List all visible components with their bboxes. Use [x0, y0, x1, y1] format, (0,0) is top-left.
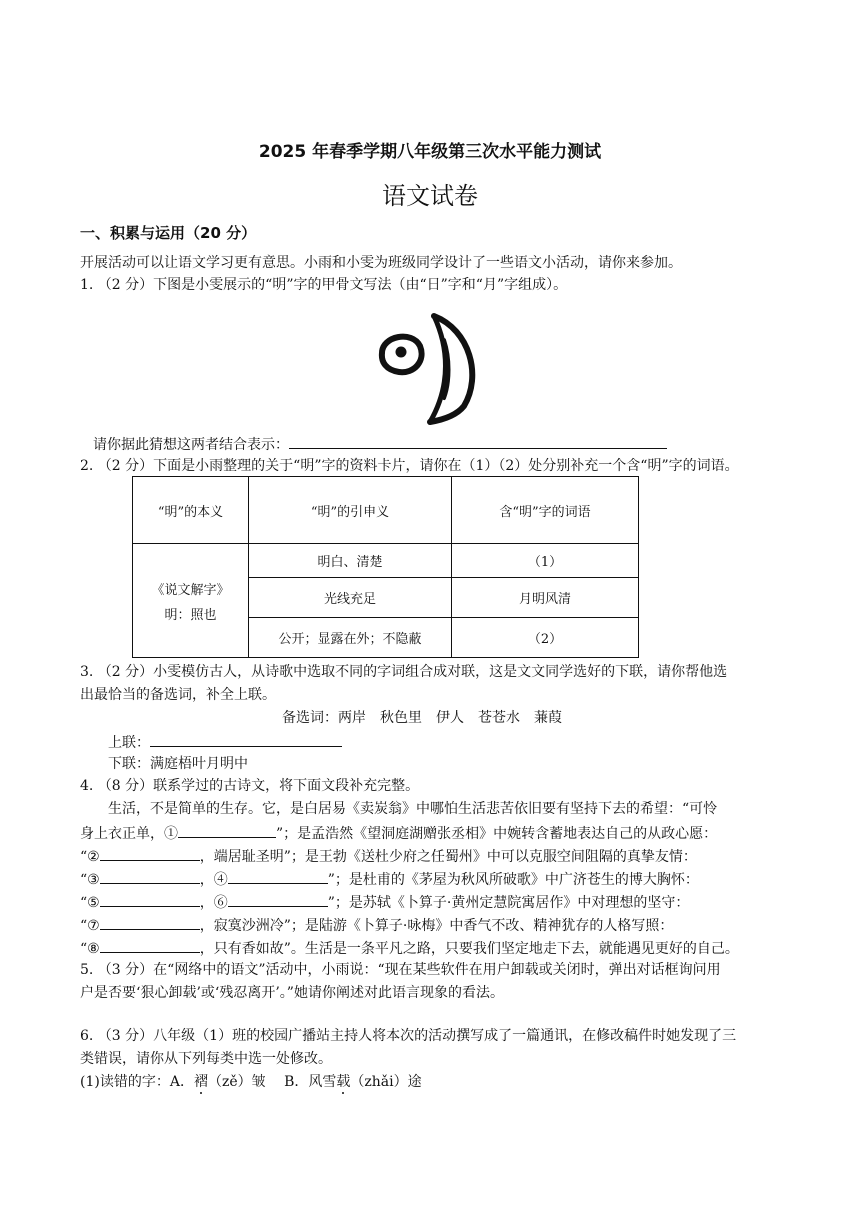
q6-sub1: [80, 1073, 422, 1091]
answer-slot-2[interactable]: （2）: [452, 618, 639, 658]
q4-passage-line6: [80, 915, 673, 935]
q1-prompt-label: 请你据此猜想这两者结合表示：: [93, 437, 289, 453]
q6-option-b-char: 载: [336, 1074, 351, 1090]
q1-answer-blank[interactable]: [289, 434, 667, 449]
q3-stem-line1: 3. （2 分）小雯模仿古人，从诗歌中选取不同的字词组合成对联，这是文文同学选好的下联，请你帮他选: [80, 664, 728, 680]
q4-text: ，⑥: [199, 895, 228, 911]
q2-stem: 2. （2 分）下面是小雨整理的关于“明”字的资料卡片，请你在（1）（2）处分别补充一个含“明”字的词语。: [80, 458, 739, 474]
q4-passage-line4: [80, 869, 699, 889]
q4-blank-8[interactable]: [100, 938, 200, 953]
q4-blank-4[interactable]: [228, 869, 328, 884]
oracle-bone-ming-glyph: [372, 306, 490, 426]
exam-subtitle: 语文试卷: [382, 182, 478, 210]
q4-blank-6[interactable]: [228, 892, 328, 907]
q4-text: “⑧: [80, 941, 100, 957]
q5-line1: 5. （3 分）在“网络中的语文”活动中，小雨说：“现在某些软件在用户卸载或关闭时，弹出对话框询问用: [80, 962, 721, 978]
q4-blank-7[interactable]: [100, 915, 200, 930]
q6-option-a-char: 褶: [193, 1074, 208, 1090]
exam-title: 2025 年春季学期八年级第三次水平能力测试: [258, 142, 602, 162]
q4-blank-1[interactable]: [178, 823, 276, 838]
q4-stem: 4. （8 分）联系学过的古诗文，将下面文段补充完整。: [80, 778, 420, 794]
header-extended-meaning: “明”的引申义: [249, 477, 452, 544]
section-heading: 一、积累与运用（20 分）: [80, 224, 257, 242]
header-words-with-ming: 含“明”字的词语: [452, 477, 639, 544]
q3-upper-couplet: [108, 732, 342, 752]
extended-meaning-3: 公开；显露在外；不隐蔽: [249, 618, 452, 658]
original-meaning-cell: [133, 544, 249, 658]
q4-text: ”；是苏轼《卜算子·黄州定慧院寓居作》中对理想的坚守：: [327, 895, 690, 911]
q4-text: ，端居耻圣明”；是王勃《送杜少府之任蜀州》中可以克服空间阻隔的真挚友情：: [199, 849, 697, 865]
q4-passage-line2: [80, 823, 717, 843]
q3-upper-blank[interactable]: [150, 732, 342, 747]
q1-stem: 1. （2 分）下图是小雯展示的“明”字的甲骨文写法（由“日”字和“月”字组成）。: [80, 277, 568, 293]
q4-blank-3[interactable]: [100, 869, 200, 884]
q4-passage-line3: [80, 846, 697, 866]
extended-meaning-1: 明白、清楚: [249, 544, 452, 578]
q4-passage-line7: [80, 938, 739, 958]
origin-definition: 明：照也: [164, 607, 217, 623]
q3-candidates: 备选词：两岸 秋色里 伊人 苍苍水 蒹葭: [282, 710, 562, 726]
q4-text: ”；是杜甫的《茅屋为秋风所破歌》中广济苍生的博大胸怀：: [327, 872, 699, 888]
q3-upper-label: 上联：: [108, 735, 150, 751]
answer-slot-1[interactable]: （1）: [452, 544, 639, 578]
q4-text: ”；是孟浩然《望洞庭湖赠张丞相》中婉转含蓄地表达自己的从政心愿：: [276, 826, 718, 842]
q3-lower-couplet: 下联：满庭梧叶月明中: [108, 756, 248, 772]
q3-stem-line2: 出最恰当的备选词，补全上联。: [80, 687, 276, 703]
q4-text: ，只有香如故”。生活是一条平凡之路，只要我们坚定地走下去，就能遇见更好的自己。: [199, 941, 739, 957]
q4-text: “⑤: [80, 895, 100, 911]
origin-source: 《说文解字》: [151, 582, 230, 598]
q4-passage-line1: 生活，不是简单的生存。它，是白居易《卖炭翁》中哪怕生活悲苦依旧要有坚持下去的希望：“可怜: [108, 801, 718, 817]
q4-text: “⑦: [80, 918, 100, 934]
q5-line2: 户是否要‘狠心卸载’或‘残忍离开’。”她请你阐述对此语言现象的看法。: [80, 985, 504, 1001]
q6-option-a-rest: （zě）皱 B．风雪: [207, 1074, 337, 1090]
q4-text: 身上衣正单，①: [80, 826, 178, 842]
q4-text: ，④: [199, 872, 228, 888]
q6-sub1-label: (1)读错的字：A．: [80, 1074, 194, 1090]
q4-text: “③: [80, 872, 100, 888]
q4-blank-2[interactable]: [100, 846, 200, 861]
section-intro: 开展活动可以让语文学习更有意思。小雨和小雯为班级同学设计了一些语文小活动，请你来参加。: [80, 255, 682, 271]
q6-option-b-rest: （zhǎi）途: [350, 1074, 422, 1090]
q4-passage-line5: [80, 892, 689, 912]
ming-info-card: [132, 476, 639, 658]
header-original-meaning: “明”的本义: [133, 477, 249, 544]
extended-meaning-2: 光线充足: [249, 578, 452, 618]
q4-blank-5[interactable]: [100, 892, 200, 907]
q1-prompt: [93, 434, 667, 454]
q4-text: ，寂寞沙洲冷”；是陆游《卜算子·咏梅》中香气不改、精神犹存的人格写照：: [199, 918, 674, 934]
q4-text: “②: [80, 849, 100, 865]
word-example-2: 月明风清: [452, 578, 639, 618]
q6-line1: 6. （3 分）八年级（1）班的校园广播站主持人将本次的活动撰写成了一篇通讯，在修改稿件时她发现了三: [80, 1028, 737, 1044]
q6-line2: 类错误，请你从下列每类中选一处修改。: [80, 1051, 332, 1067]
